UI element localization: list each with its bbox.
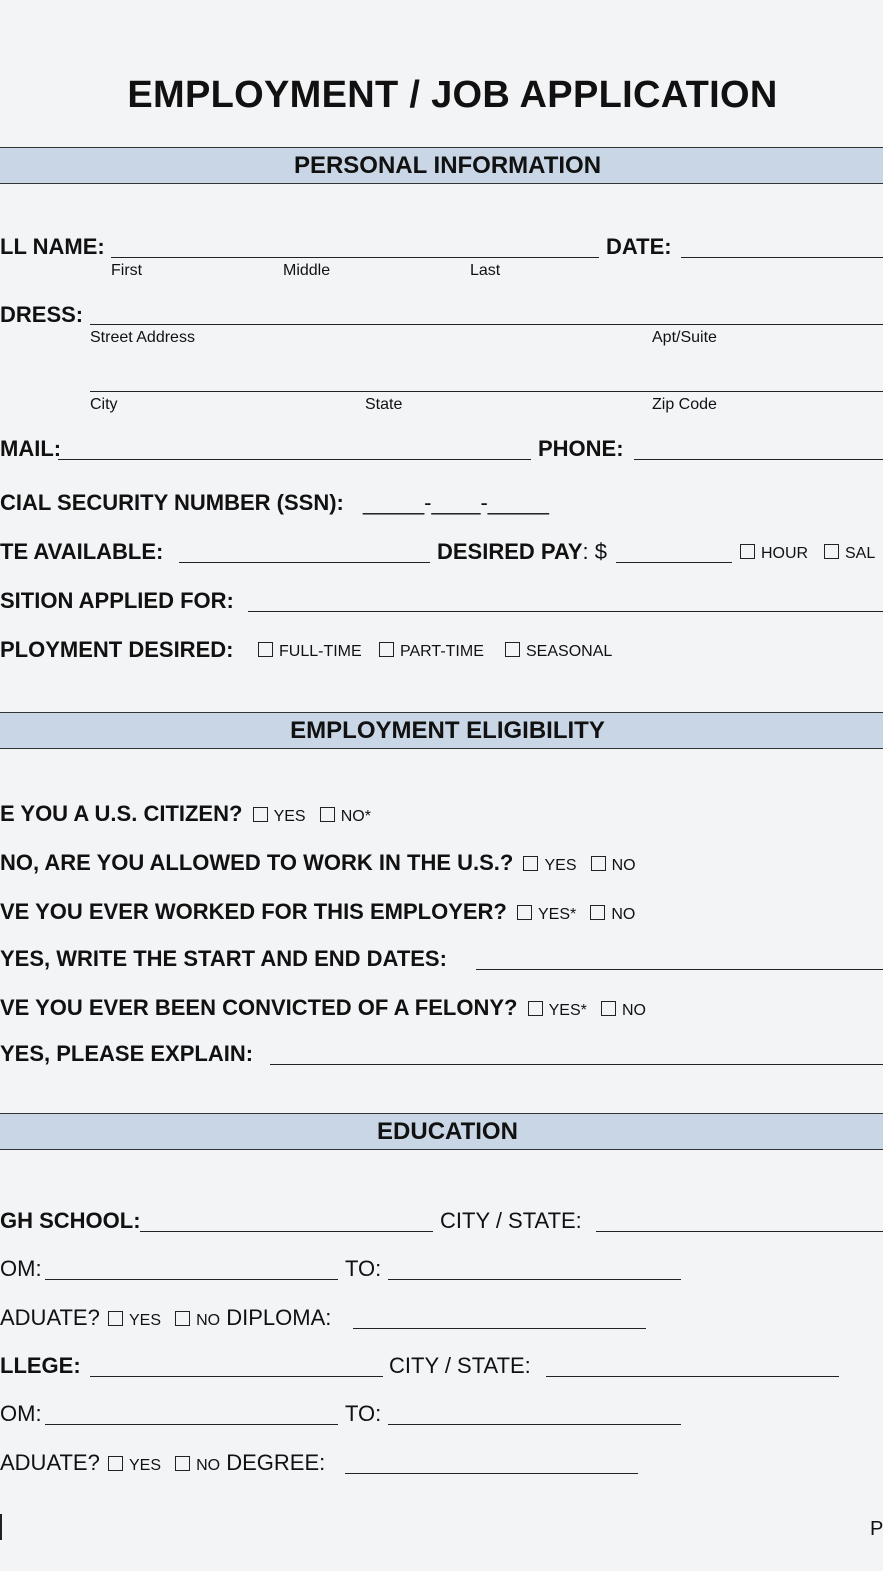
hs-to-field[interactable] bbox=[388, 1279, 681, 1280]
college-to-field[interactable] bbox=[388, 1424, 681, 1425]
work-authorization-question bbox=[0, 850, 636, 879]
high-school-label: GH SCHOOL: bbox=[0, 1208, 141, 1233]
college-city-state-field[interactable] bbox=[546, 1376, 839, 1377]
position-field[interactable] bbox=[248, 611, 883, 612]
checkbox[interactable] bbox=[253, 807, 268, 822]
checkbox[interactable] bbox=[108, 1456, 123, 1471]
section-header-eligibility bbox=[0, 712, 883, 749]
question-text: VE YOU EVER BEEN CONVICTED OF A FELONY? bbox=[0, 995, 518, 1020]
question-text: ADUATE? bbox=[0, 1450, 100, 1475]
ssn-label: CIAL SECURITY NUMBER (SSN): bbox=[0, 490, 344, 515]
first-name-caption: First bbox=[111, 262, 143, 279]
checkbox[interactable] bbox=[528, 1001, 543, 1016]
diploma-label: DIPLOMA: bbox=[226, 1305, 332, 1330]
felony-question bbox=[0, 995, 646, 1024]
option-label: HOUR bbox=[761, 545, 809, 562]
felony-explain-field[interactable] bbox=[270, 1064, 883, 1065]
hs-from-label: OM: bbox=[0, 1256, 42, 1281]
email-label: MAIL: bbox=[0, 436, 62, 461]
checkbox[interactable] bbox=[258, 642, 273, 657]
state-caption: State bbox=[365, 396, 403, 413]
option-label: FULL-TIME bbox=[279, 643, 362, 660]
desired-pay-field[interactable] bbox=[616, 562, 732, 563]
option-label: NO bbox=[611, 906, 636, 923]
degree-label: DEGREE: bbox=[226, 1450, 326, 1475]
full-time-option[interactable] bbox=[258, 638, 362, 665]
option-label: YES bbox=[128, 1312, 161, 1329]
checkbox[interactable] bbox=[824, 544, 839, 559]
date-available-field[interactable] bbox=[179, 562, 430, 563]
high-school-field[interactable] bbox=[140, 1231, 433, 1232]
question-text: ADUATE? bbox=[0, 1305, 100, 1330]
hs-to-label: TO: bbox=[345, 1256, 382, 1281]
last-name-caption: Last bbox=[470, 262, 501, 279]
college-graduate-question bbox=[0, 1450, 325, 1479]
option-label: NO* bbox=[340, 808, 371, 825]
seasonal-option[interactable] bbox=[505, 638, 612, 665]
diploma-field[interactable] bbox=[353, 1328, 646, 1329]
worked-here-before-question bbox=[0, 899, 635, 928]
address-label: DRESS: bbox=[0, 302, 84, 327]
phone-field[interactable] bbox=[634, 459, 883, 460]
work-auth-yes-option[interactable] bbox=[523, 855, 576, 874]
section-header-education bbox=[0, 1113, 883, 1150]
question-text: E YOU A U.S. CITIZEN? bbox=[0, 801, 243, 826]
hs-grad-yes-option[interactable] bbox=[108, 1310, 161, 1329]
college-from-label: OM: bbox=[0, 1401, 42, 1426]
city-state-zip-field[interactable] bbox=[90, 391, 883, 392]
checkbox[interactable] bbox=[320, 807, 335, 822]
checkbox[interactable] bbox=[517, 905, 532, 920]
ssn-field[interactable]: _____-____-_____ bbox=[363, 490, 549, 515]
college-grad-yes-option[interactable] bbox=[108, 1455, 161, 1474]
option-label: SAL bbox=[845, 545, 876, 562]
college-field[interactable] bbox=[90, 1376, 383, 1377]
employment-desired-label: PLOYMENT DESIRED: bbox=[0, 637, 234, 662]
pay-hour-option[interactable] bbox=[740, 540, 808, 567]
date-field[interactable] bbox=[681, 257, 883, 258]
option-label: PART-TIME bbox=[400, 643, 484, 660]
work-auth-no-option[interactable] bbox=[591, 855, 636, 874]
checkbox[interactable] bbox=[505, 642, 520, 657]
option-label: YES bbox=[544, 857, 577, 874]
start-end-dates-field[interactable] bbox=[476, 969, 883, 970]
worked-here-yes-option[interactable] bbox=[517, 904, 576, 923]
felony-no-option[interactable] bbox=[601, 1000, 646, 1019]
section-title: EDUCATION bbox=[377, 1118, 518, 1145]
college-to-label: TO: bbox=[345, 1401, 382, 1426]
section-title: EMPLOYMENT ELIGIBILITY bbox=[290, 717, 605, 744]
desired-pay-label-text: DESIRED PAY bbox=[437, 539, 583, 564]
checkbox[interactable] bbox=[740, 544, 755, 559]
option-label: SEASONAL bbox=[526, 643, 613, 660]
checkbox[interactable] bbox=[108, 1311, 123, 1326]
option-label: YES* bbox=[538, 906, 577, 923]
hs-graduate-question bbox=[0, 1305, 331, 1334]
date-available-label: TE AVAILABLE: bbox=[0, 539, 164, 564]
college-city-state-label: CITY / STATE: bbox=[389, 1353, 531, 1378]
pay-salary-option[interactable] bbox=[824, 540, 875, 567]
city-caption: City bbox=[90, 396, 118, 413]
citizen-no-option[interactable] bbox=[320, 806, 371, 825]
worked-here-no-option[interactable] bbox=[590, 904, 635, 923]
checkbox[interactable] bbox=[601, 1001, 616, 1016]
degree-field[interactable] bbox=[345, 1473, 638, 1474]
college-grad-no-option[interactable] bbox=[175, 1455, 220, 1474]
citizen-question bbox=[0, 801, 371, 830]
hs-grad-no-option[interactable] bbox=[175, 1310, 220, 1329]
start-end-dates-label: YES, WRITE THE START AND END DATES: bbox=[0, 946, 447, 971]
college-label: LLEGE: bbox=[0, 1353, 81, 1378]
citizen-yes-option[interactable] bbox=[253, 806, 306, 825]
phone-label: PHONE: bbox=[538, 436, 624, 461]
checkbox[interactable] bbox=[379, 642, 394, 657]
checkbox[interactable] bbox=[523, 856, 538, 871]
question-text: VE YOU EVER WORKED FOR THIS EMPLOYER? bbox=[0, 899, 507, 924]
page-mark: P bbox=[870, 1518, 883, 1540]
checkbox[interactable] bbox=[590, 905, 605, 920]
form-title: EMPLOYMENT / JOB APPLICATION bbox=[127, 74, 778, 116]
desired-pay-prefix: : $ bbox=[582, 539, 607, 564]
position-label: SITION APPLIED FOR: bbox=[0, 588, 234, 613]
checkbox[interactable] bbox=[591, 856, 606, 871]
desired-pay-label bbox=[437, 539, 607, 565]
checkbox[interactable] bbox=[175, 1311, 190, 1326]
middle-name-caption: Middle bbox=[283, 262, 331, 279]
full-name-label: LL NAME: bbox=[0, 234, 105, 259]
college-from-field[interactable] bbox=[45, 1424, 338, 1425]
left-edge-marker bbox=[0, 1514, 2, 1540]
felony-yes-option[interactable] bbox=[528, 1000, 587, 1019]
option-label: NO bbox=[196, 1457, 221, 1474]
option-label: YES bbox=[273, 808, 306, 825]
option-label: NO bbox=[196, 1312, 221, 1329]
zip-caption: Zip Code bbox=[652, 396, 717, 413]
apt-suite-caption: Apt/Suite bbox=[652, 329, 717, 346]
section-header-personal bbox=[0, 147, 883, 184]
felony-explain-label: YES, PLEASE EXPLAIN: bbox=[0, 1041, 254, 1066]
street-address-caption: Street Address bbox=[90, 329, 195, 346]
hs-city-state-label: CITY / STATE: bbox=[440, 1208, 582, 1233]
hs-from-field[interactable] bbox=[45, 1279, 338, 1280]
date-label: DATE: bbox=[606, 234, 672, 259]
street-address-field[interactable] bbox=[90, 324, 883, 325]
option-label: YES bbox=[128, 1457, 161, 1474]
email-field[interactable] bbox=[58, 459, 531, 460]
checkbox[interactable] bbox=[175, 1456, 190, 1471]
question-text: NO, ARE YOU ALLOWED TO WORK IN THE U.S.? bbox=[0, 850, 514, 875]
option-label: NO bbox=[611, 857, 636, 874]
section-title: PERSONAL INFORMATION bbox=[293, 152, 602, 179]
part-time-option[interactable] bbox=[379, 638, 484, 665]
option-label: YES* bbox=[548, 1002, 587, 1019]
hs-city-state-field[interactable] bbox=[596, 1231, 883, 1232]
full-name-field[interactable] bbox=[111, 257, 599, 258]
option-label: NO bbox=[621, 1002, 646, 1019]
